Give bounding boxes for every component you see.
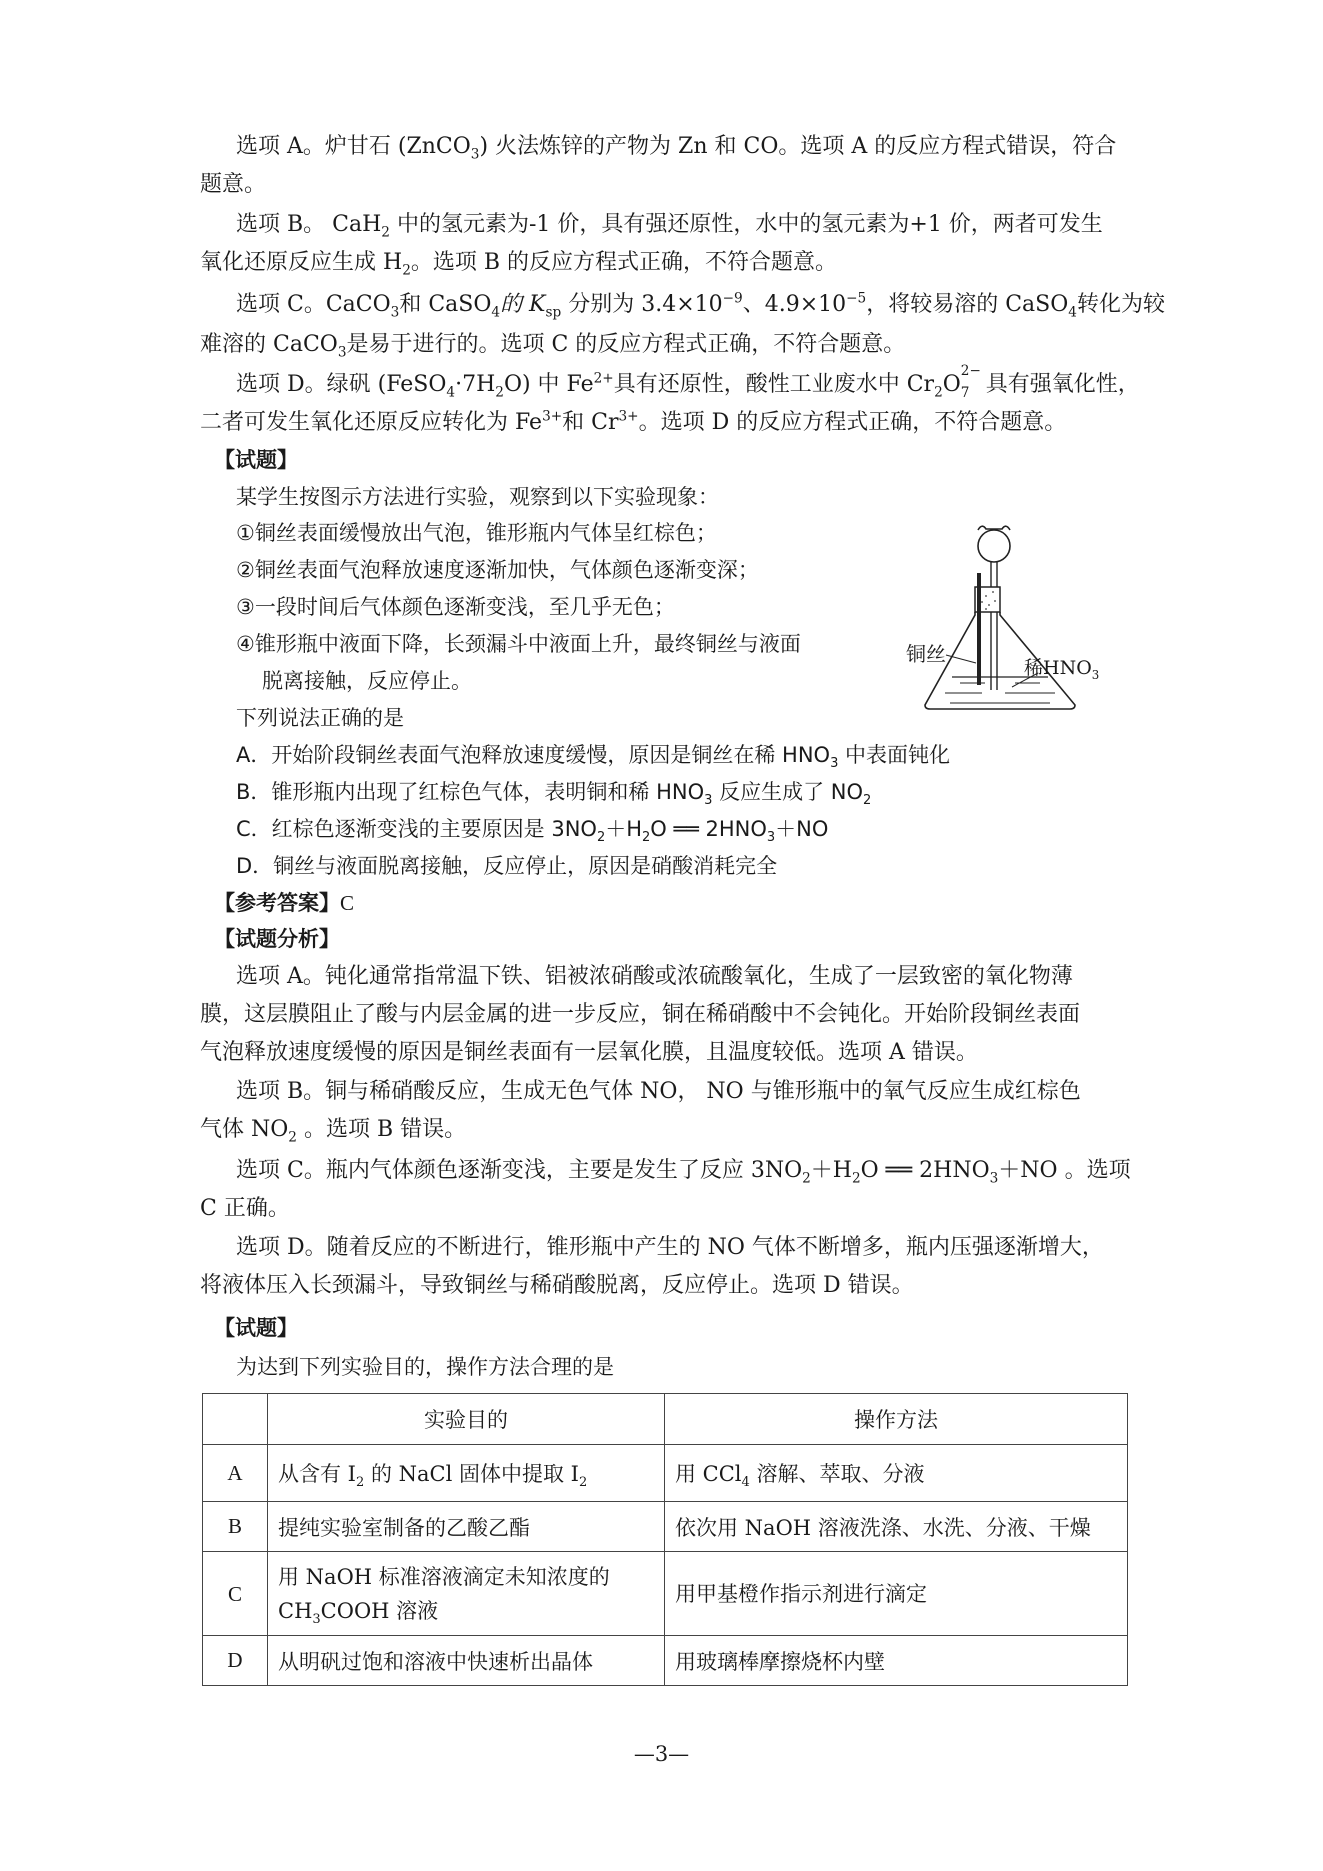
observation-2: ②铜丝表面气泡释放速度逐渐加快，气体颜色逐渐变深； (236, 558, 759, 582)
question2-heading: 【试题】 (214, 1316, 298, 1340)
page-number: —3— (633, 1742, 690, 1766)
analysis-a-line1: 选项 A。钝化通常指常温下铁、铝被浓硝酸或浓硫酸氧化，生成了一层致密的氧化物薄 (236, 964, 1073, 989)
table-row (203, 1445, 1128, 1502)
prev-analysis-option-a-line2: 题意。 (200, 172, 267, 197)
question1-intro: 某学生按图示方法进行实验，观察到以下实验现象： (236, 485, 719, 509)
prev-analysis-option-b-line2: 氧化还原反应生成 $H_2$。选项 B 的反应方程式正确，不符合题意。 (200, 250, 838, 279)
row-goal: 从明矾过饱和溶液中快速析出晶体 (268, 1636, 665, 1686)
answer-line: 【参考答案】C (214, 891, 355, 915)
row-label: C (203, 1552, 268, 1636)
prev-analysis-option-a-line1: 选项 A。炉甘石 (ZnCO$_3$) 火法炼锌的产物为 Zn 和 CO。选项 A 的反应方程式错误，符合 (236, 134, 1117, 163)
prev-analysis-option-b-line1: 选项 B。 CaH$_2$ 中的氢元素为-1 价，具有强还原性，水中的氢元素为+1 价，两者可发生 (236, 212, 1103, 241)
analysis-c-line1: 选项 C。瓶内气体颜色逐渐变浅，主要是发生了反应 $3NO_2+H_2O$ ══ $2HNO_3+NO$ 。选项 (236, 1158, 1131, 1187)
table-header-label (203, 1394, 268, 1445)
question1-option-b: B．锥形瓶内出现了红棕色气体，表明铜和稀 $HNO_3$ 反应生成了 $NO_2$ (236, 780, 872, 809)
row-method: 依次用 NaOH 溶液洗涤、水洗、分液、干燥 (665, 1502, 1128, 1552)
table-header-method: 操作方法 (665, 1394, 1128, 1445)
observation-3: ③一段时间后气体颜色逐渐变浅，至几乎无色； (236, 595, 675, 619)
experiment-table (202, 1393, 1128, 1686)
observation-1: ①铜丝表面缓慢放出气泡，锥形瓶内气体呈红棕色； (236, 521, 717, 545)
row-method: 用玻璃棒摩擦烧杯内壁 (665, 1636, 1128, 1686)
answer-value: C (340, 891, 355, 915)
erlenmeyer-flask-diagram (890, 515, 1120, 720)
row-method: 用甲基橙作指示剂进行滴定 (665, 1552, 1128, 1636)
observation-4-continued: 脱离接触，反应停止。 (262, 669, 472, 693)
question1-option-a: A．开始阶段铜丝表面气泡释放速度缓慢，原因是铜丝在稀 $HNO_3$ 中表面钝化 (236, 743, 951, 772)
analysis-a-line3: 气泡释放速度缓慢的原因是铜丝表面有一层氧化膜，且温度较低。选项 A 错误。 (200, 1040, 978, 1065)
row-goal: 提纯实验室制备的乙酸乙酯 (268, 1502, 665, 1552)
prev-analysis-option-c-line1: 选项 C。CaCO$_3$和 CaSO$_4$的 $K_{sp}$ 分别为 $3.4\times 10^{-9}$、$4.9\times 10^{-5}$，将较易溶的 CaSO$_4$转化为较 (236, 290, 1165, 321)
question2-intro: 为达到下列实验目的，操作方法合理的是 (236, 1355, 614, 1379)
table-header-goal: 实验目的 (268, 1394, 665, 1445)
row-method: 用 CCl$_4$ 溶解、萃取、分液 (665, 1445, 1128, 1502)
analysis-c-line2: C 正确。 (200, 1196, 290, 1221)
question1-heading: 【试题】 (214, 448, 298, 472)
analysis-b-line2: 气体 $NO_2$ 。选项 B 错误。 (200, 1117, 467, 1146)
row-label: D (203, 1636, 268, 1686)
table-row (203, 1502, 1128, 1552)
question1-prompt: 下列说法正确的是 (236, 706, 404, 730)
prev-analysis-option-c-line2: 难溶的 CaCO$_3$是易于进行的。选项 C 的反应方程式正确，不符合题意。 (200, 332, 906, 361)
observation-4: ④锥形瓶中液面下降，长颈漏斗中液面上升，最终铜丝与液面 (236, 632, 801, 656)
prev-analysis-option-d-line1: 选项 D。绿矾 $(FeSO_4\cdot 7H_2O)$ 中 $Fe^{2+}$具有还原性，酸性工业废水中 $Cr_2O$ 2− 7 具有强氧化性， (236, 363, 1140, 401)
question1-option-c: C．红棕色逐渐变浅的主要原因是 $3NO_2+H_2O$ ══ $2HNO_3+NO$ (236, 817, 829, 846)
table-row (203, 1636, 1128, 1686)
row-label: A (203, 1445, 268, 1502)
analysis-d-line1: 选项 D。随着反应的不断进行，锥形瓶中产生的 NO 气体不断增多，瓶内压强逐渐增大， (236, 1235, 1104, 1260)
question1-option-d: D．铜丝与液面脱离接触，反应停止，原因是硝酸消耗完全 (236, 854, 778, 878)
row-label: B (203, 1502, 268, 1552)
analysis-heading: 【试题分析】 (214, 927, 340, 951)
prev-analysis-option-d-line2: 二者可发生氧化还原反应转化为 $Fe^{3+}$和 $Cr^{3+}$。选项 D 的反应方程式正确，不符合题意。 (200, 408, 1067, 435)
row-goal: 用 NaOH 标准溶液滴定未知浓度的 $CH_3COOH$ 溶液 (268, 1552, 665, 1636)
table-header-row (203, 1394, 1128, 1445)
table-row (203, 1552, 1128, 1636)
row-goal: 从含有 $I_2$ 的 NaCl 固体中提取 $I_2$ (268, 1445, 665, 1502)
label-dilute-nitric-acid: 稀$HNO_3$ (1024, 657, 1100, 682)
funnel-bulb (978, 530, 1010, 562)
analysis-d-line2: 将液体压入长颈漏斗，导致铜丝与稀硝酸脱离，反应停止。选项 D 错误。 (200, 1273, 914, 1298)
label-copper-wire: 铜丝 (906, 642, 946, 666)
analysis-b-line1: 选项 B。铜与稀硝酸反应，生成无色气体 NO， NO 与锥形瓶中的氧气反应生成红棕色 (236, 1079, 1081, 1104)
flask-apparatus-figure (890, 515, 1120, 720)
analysis-a-line2: 膜，这层膜阻止了酸与内层金属的进一步反应，铜在稀硝酸中不会钝化。开始阶段铜丝表面 (200, 1002, 1081, 1027)
copper-wire (977, 573, 981, 685)
